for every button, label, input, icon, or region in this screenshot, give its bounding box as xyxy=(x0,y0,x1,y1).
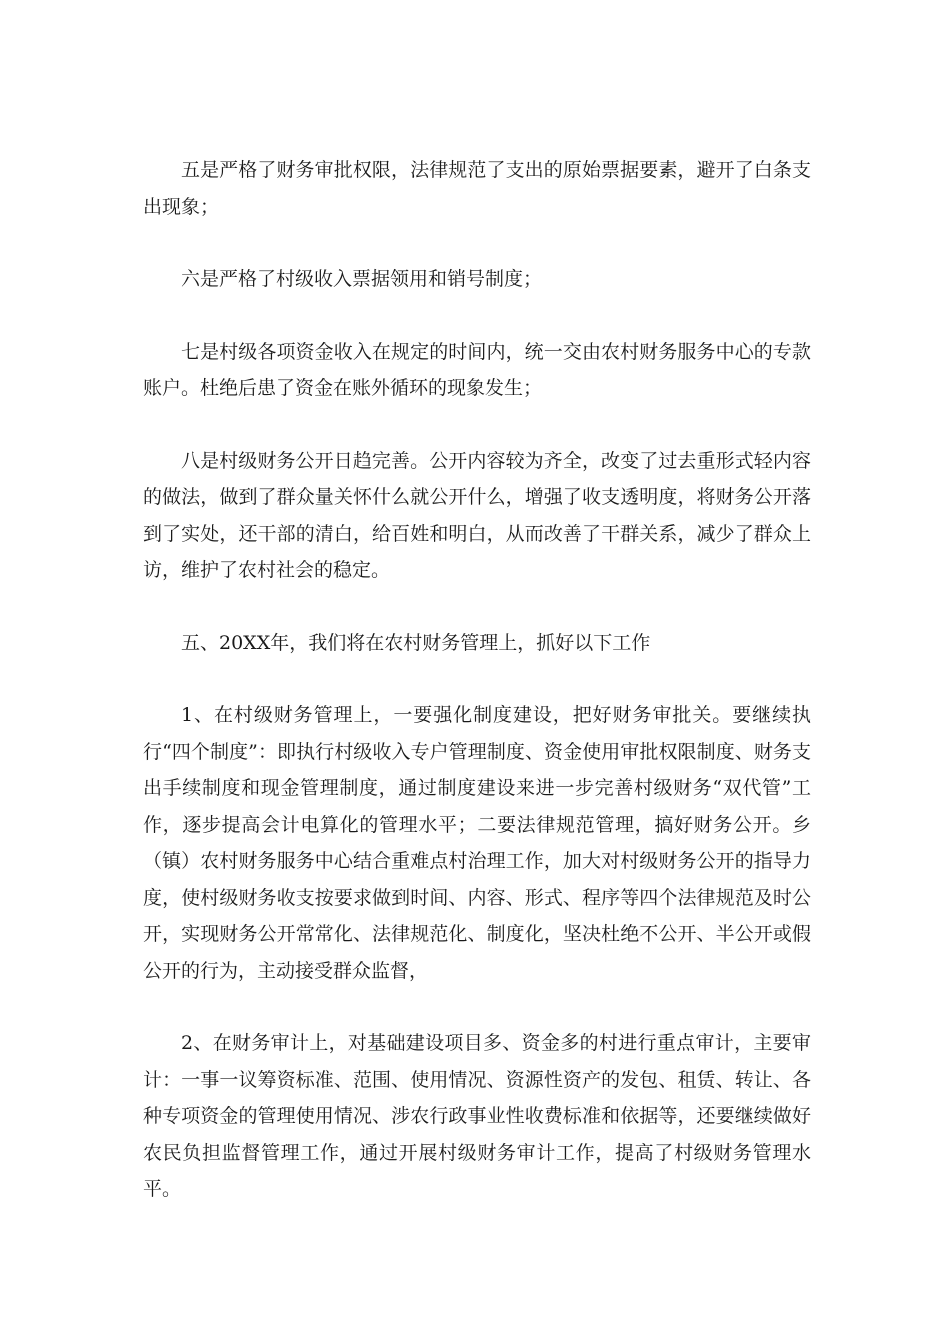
paragraph-item-7: 七是村级各项资金收入在规定的时间内，统一交由农村财务服务中心的专款账户。杜绝后患了资金在账外循环的现象发生； xyxy=(143,340,811,399)
paragraph-point-1: 1、在村级财务管理上，一要强化制度建设，把好财务审批关。要继续执行“四个制度”：即执行村级收入专户管理制度、资金使用审批权限制度、财务支出手续制度和现金管理制度，通过制度建设来进一步完善村级财务“双代管”工作，逐步提高会计电算化的管理水平；二要法律规范管理，搞好财务公开。乡（镇）农村财务服务中心结合重难点村治理工作，加大对村级财务公开的指导力度，使村级财务收支按要求做到时间、内容、形式、程序等四个法律规范及时公开，实现财务公开常常化、法律规范化、制度化，坚决杜绝不公开、半公开或假公开的行为，主动接受群众监督， xyxy=(143,704,811,982)
paragraph-point-2: 2、在财务审计上，对基础建设项目多、资金多的村进行重点审计，主要审计：一事一议筹资标准、范围、使用情况、资源性资产的发包、租赁、转让、各种专项资金的管理使用情况、涉农行政事业性收费标准和依据等，还要继续做好农民负担监督管理工作，通过开展村级财务审计工作，提高了村级财务管理水平。 xyxy=(143,1032,811,1200)
section-heading: 五、20XX年，我们将在农村财务管理上，抓好以下工作 xyxy=(181,631,651,654)
paragraph-item-6: 六是严格了村级收入票据领用和销号制度； xyxy=(181,268,543,290)
paragraph-item-5: 五是严格了财务审批权限，法律规范了支出的原始票据要素，避开了白条支出现象； xyxy=(143,159,811,218)
paragraph-item-8: 八是村级财务公开日趋完善。公开内容较为齐全，改变了过去重形式轻内容的做法，做到了群众量关怀什么就公开什么，增强了收支透明度，将财务公开落到了实处，还干部的清白，给百姓和明白，从而改善了干群关系，减少了群众上访，维护了农村社会的稳定。 xyxy=(143,449,811,581)
document-body xyxy=(143,152,811,1244)
